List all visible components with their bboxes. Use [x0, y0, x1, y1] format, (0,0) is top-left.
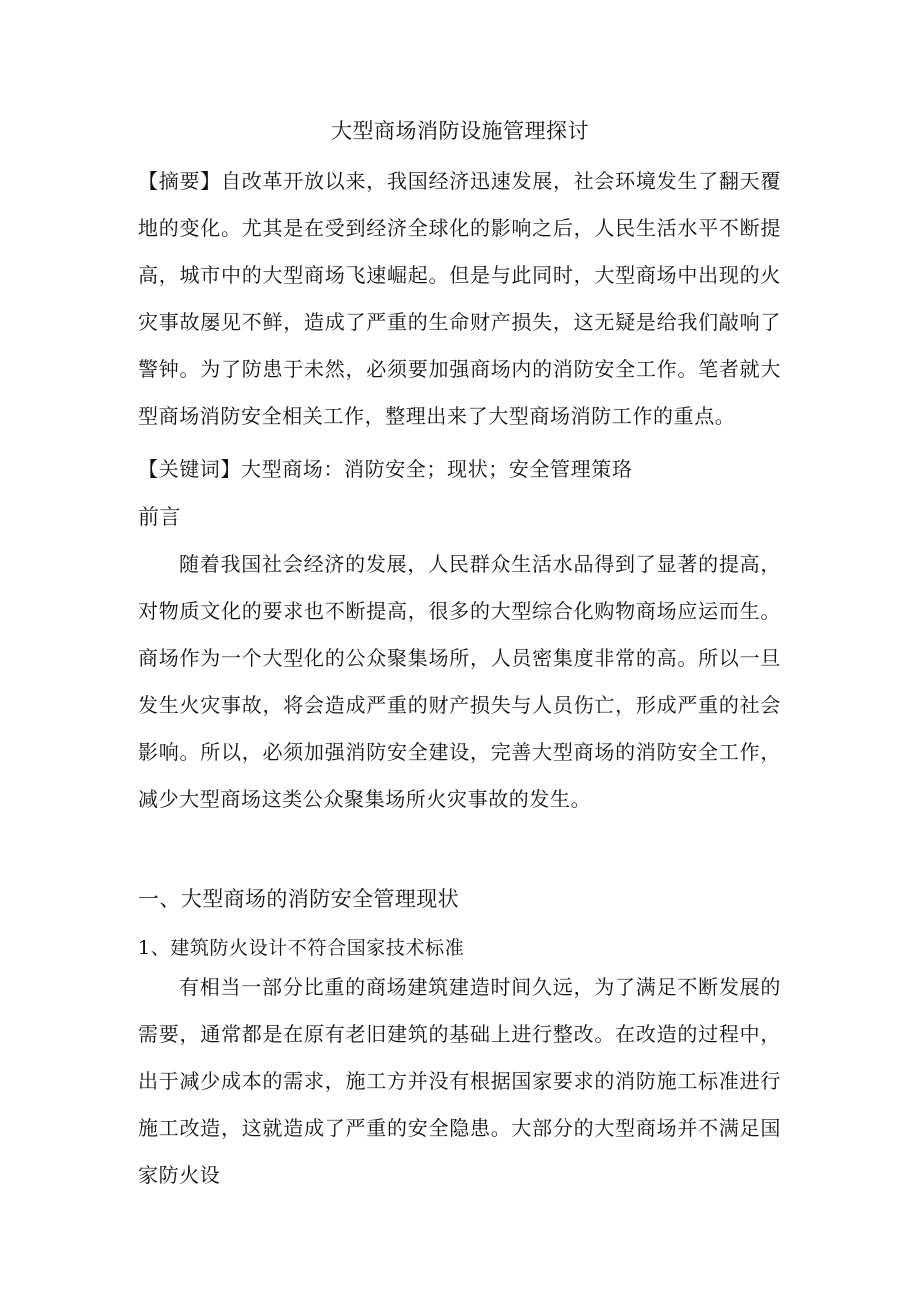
keywords-text: 大型商场：消防安全；现状；安全管理策珞 — [241, 457, 633, 481]
preface-heading: 前言 — [138, 505, 181, 529]
preface-paragraph: 随着我国社会经济的发展，人民群众生活水品得到了显著的提高，对物质文化的要求也不断提高，很多的大型综合化购物商场应运而生。商场作为一个大型化的公众聚集场所，人员密集度非常的高。所以一旦发生火灾事故，将会造成严重的财产损失与人员伤亡，形成严重的社会影响。所以，必须加强消防安全建设，完善大型商场的消防安全工作，减少大型商场这类公众聚集场所火灾事故的发生。 — [138, 552, 781, 811]
subsection-heading: 1、建筑防火设计不符合国家技术标准 — [138, 937, 465, 959]
section-heading: 一、大型商场的消防安全管理现状 — [138, 887, 459, 911]
abstract-label: 【摘要】 — [138, 169, 221, 193]
section-paragraph: 有相当一部分比重的商场建筑建造时间久远，为了满足不断发展的需要，通常都是在原有老旧建筑的基础上进行整改。在改造的过程中，出于减少成本的需求，施工方并没有根据国家要求的消防施工标准进行施工改造，这就造成了严重的安全隐患。大部分的大型商场并不满足国家防火设 — [138, 975, 781, 1187]
document-title: 大型商场消防设施管理探讨 — [331, 119, 589, 143]
keywords-label: 【关键词】 — [138, 457, 241, 481]
abstract-paragraph — [138, 158, 781, 440]
abstract-text: 自改革开放以来，我国经济迅速发展，社会环境发生了翻天覆地的变化。尤其是在受到经济全球化的影响之后，人民生活水平不断提高，城市中的大型商场飞速崛起。但是与此同时，大型商场中出现的火灾事故屡见不鲜，造成了严重的生命财产损失，这无疑是给我们敲响了警钟。为了防患于未然，必须要加强商场内的消防安全工作。笔者就大型商场消防安全相关工作，整理出来了大型商场消防工作的重点。 — [138, 169, 782, 428]
keywords-paragraph — [138, 446, 781, 493]
